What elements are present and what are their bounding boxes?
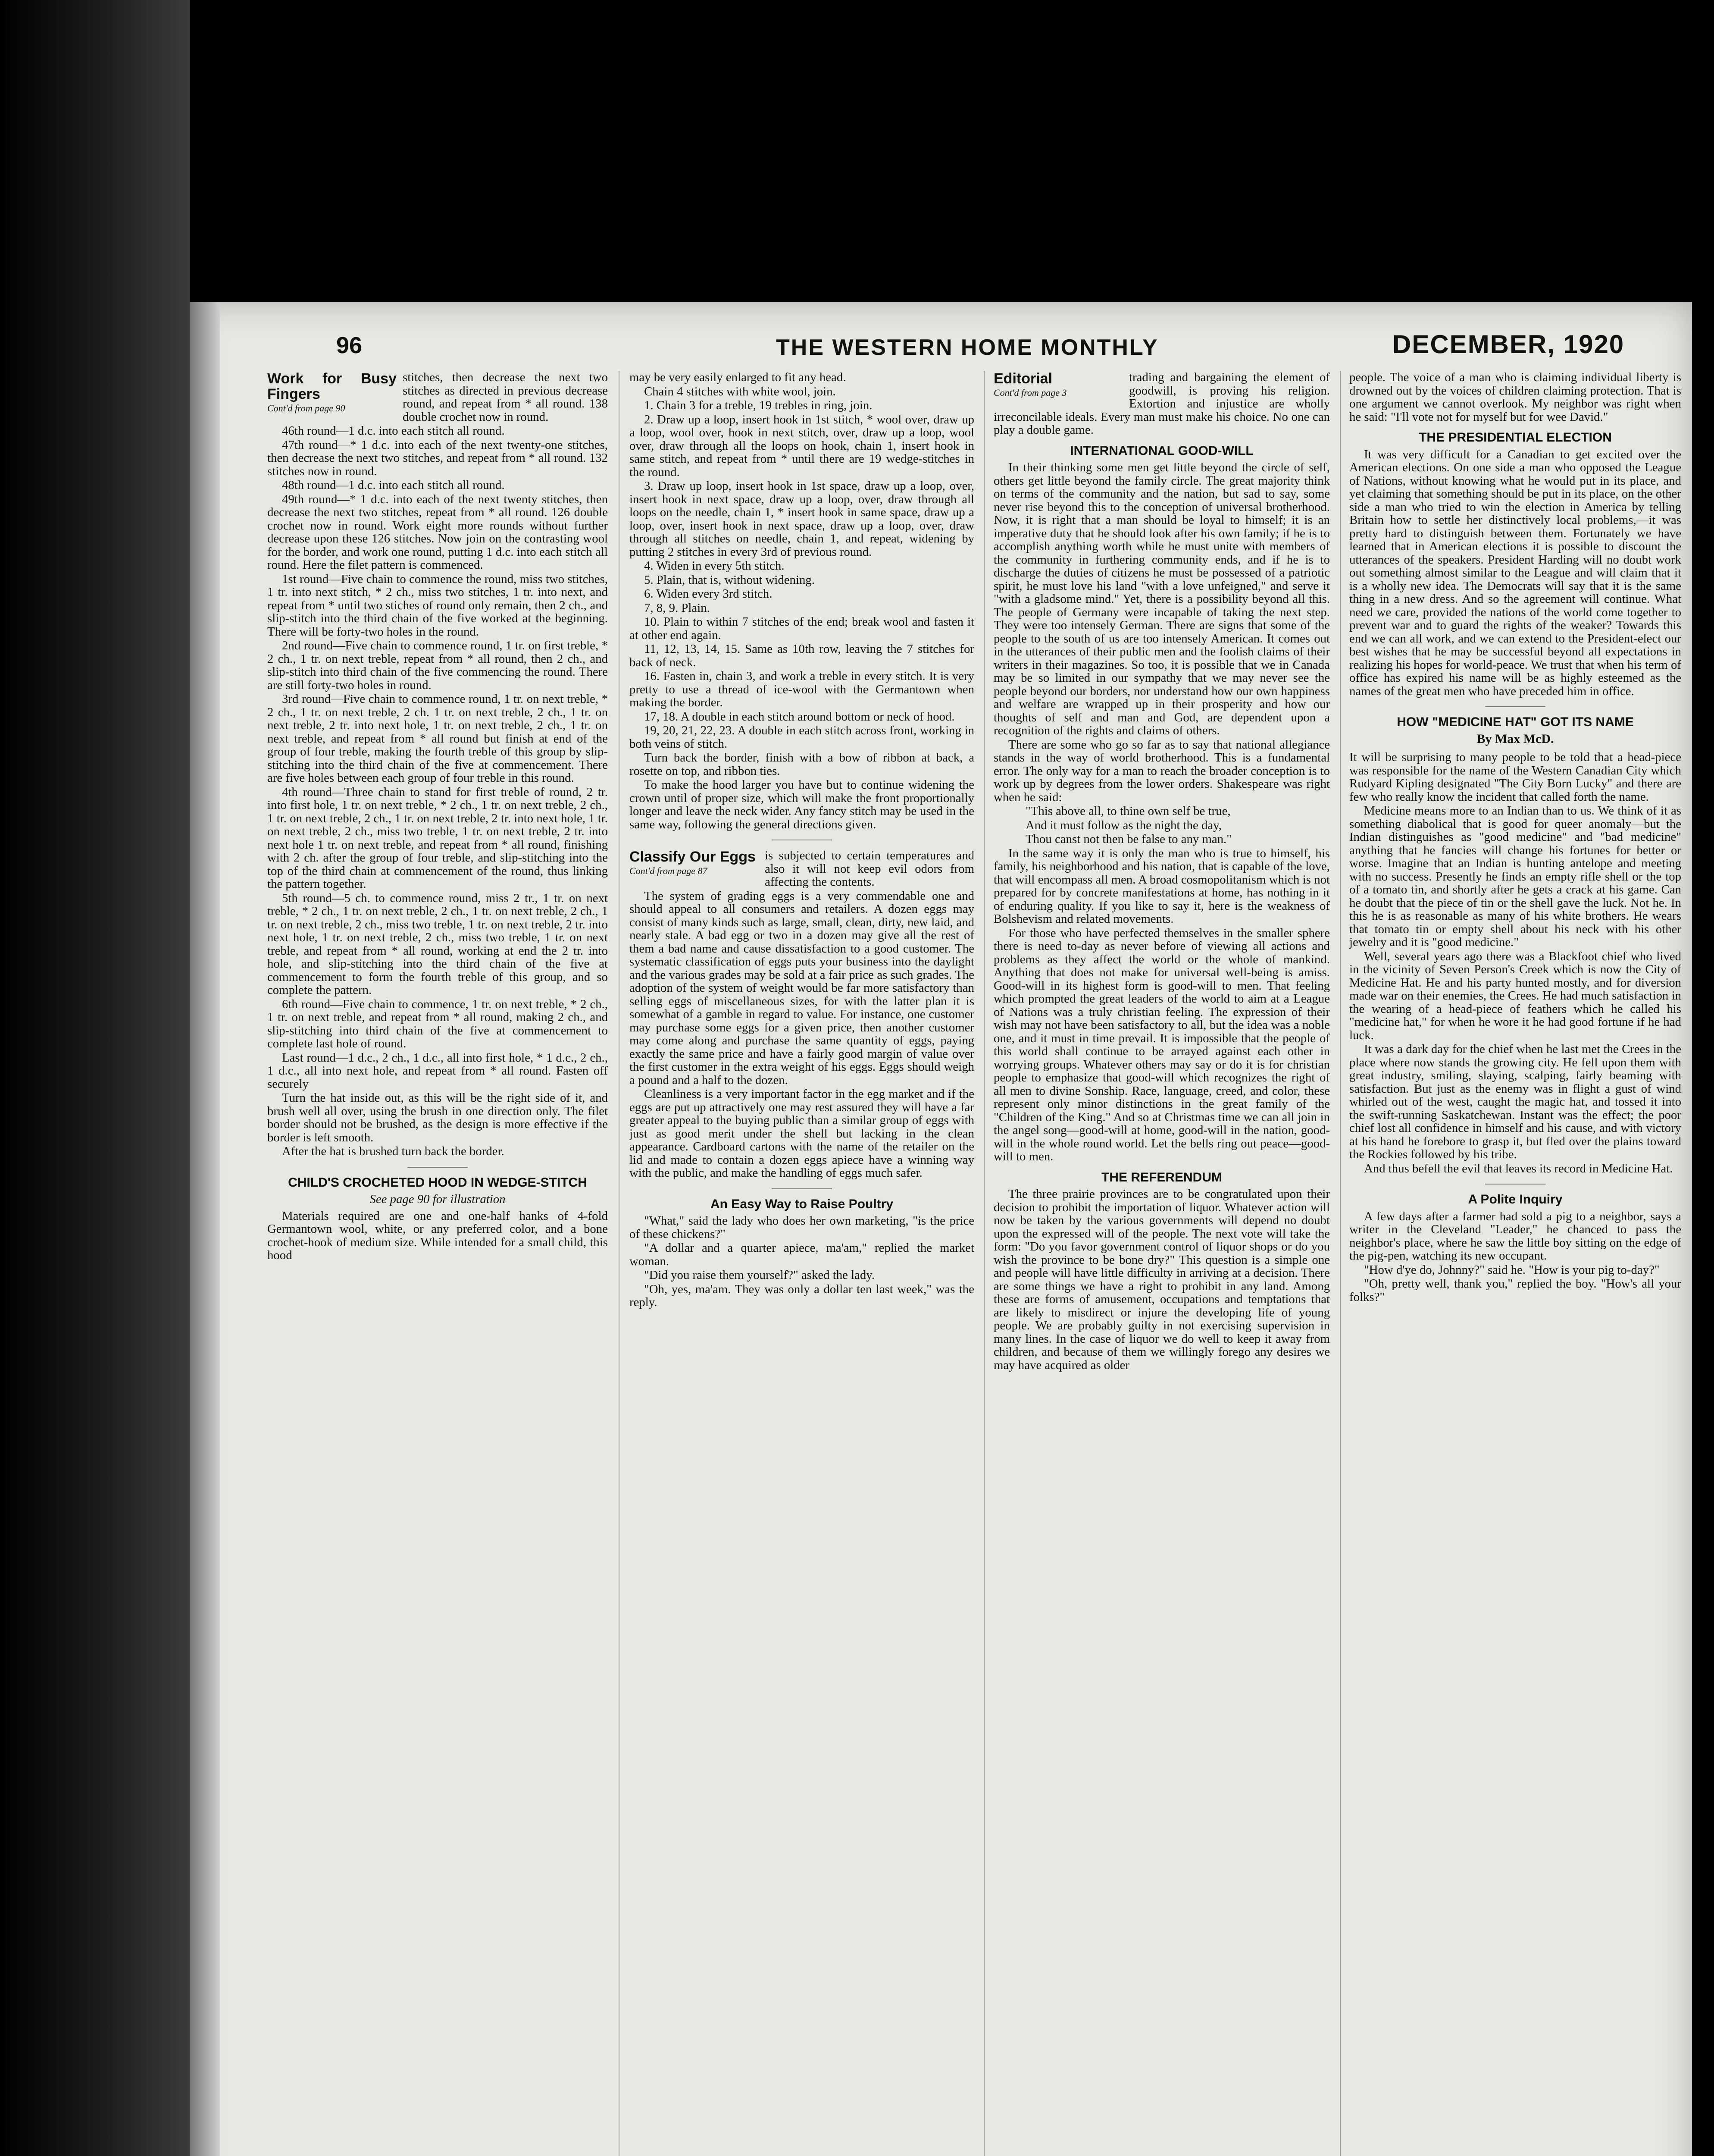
paragraph: trading and bargaining the element of goodwill, is proving his religion. Extortion and injustice are wholly irreconcilable ideals. Every man must make his choice. No one can play a double game. — [994, 371, 1330, 437]
article-heading: INTERNATIONAL GOOD-WILL — [1070, 443, 1254, 458]
paragraph: 46th round—1 d.c. into each stitch all round. — [282, 424, 505, 438]
paragraph: 47th round—* 1 d.c. into each of the next twenty-one stitches, then decrease the next two stitches, and repeat from * all round. 132 stitches now in round. — [267, 438, 608, 478]
paragraph: "Did you raise them yourself?" asked the lady. — [644, 1268, 875, 1282]
article-heading: THE REFERENDUM — [1101, 1170, 1222, 1185]
paragraph: 1st round—Five chain to commence the round, miss two stitches, 1 tr. into next stitch, * 2 ch., miss two stitches, 1 tr. into next, and repeat from * until two stiches of round only remain, then 2 ch., and slip-stitch into the third chain of the five worked at the beginning. There will be forty-two holes in the round. — [267, 572, 608, 639]
paragraph: 4. Widen in every 5th stitch. — [644, 559, 785, 573]
paragraph: 1. Chain 3 for a treble, 19 trebles in ring, join. — [644, 398, 873, 412]
paragraph: 3. Draw up loop, insert hook in 1st space, draw up a loop, over, insert hook in next space, draw up a loop, over, draw through all loops on the needle, chain 1, * insert hook in same space, draw up a loop, over, insert hook in next space, draw up a loop, over, draw through all stitches on needle, chain 1, and repeat, widening by putting 2 stitches in every 3rd of previous round. — [629, 479, 974, 559]
paragraph: It was a dark day for the chief when he last met the Crees in the place where now stands the growing city. He fell upon them with great industry, smiling, slaying, scalping, fairly beaming with satisfaction. But just as the enemy was in flight a gust of wind whirled out of the west, caught the magic hat, and tossed it into the swift-running Saskatchewan. Instant was the effect; the poor chief lost all confidence in himself and his cause, and with victory at his hand he forebore to grasp it, but fled over the plains toward the Rockies followed by his tribe. — [1349, 1042, 1681, 1161]
binding-shadow — [0, 0, 190, 2156]
paragraph: There are some who go so far as to say that national allegiance stands in the way of world brotherhood. This is a fundamental error. The only way for a man to reach the broader conception is to work up by degrees from the lower orders. Shakespeare was right when he said: — [994, 737, 1330, 804]
continued-note: Cont'd from page 90 — [267, 403, 345, 414]
paragraph: "What," said the lady who does her own marketing, "is the price of these chickens?" — [629, 1214, 974, 1241]
column-4 — [1349, 371, 1681, 2156]
paragraph: Last round—1 d.c., 2 ch., 1 d.c., all into first hole, * 1 d.c., 2 ch., 1 d.c., all into next hole, and repeat from * all round. Fasten off securely — [267, 1050, 608, 1091]
verse-line: "This above all, to thine own self be true, — [1026, 804, 1231, 818]
paragraph: 49th round—* 1 d.c. into each of the next twenty stitches, then decrease the next two stitches, repeat from * all round. 126 double crochet now in round. Work eight more rounds without further decrease upon these 126 stitches. Now join on the contrasting wool for the border, and work one round, putting 1 d.c. into each stitch all round. Here the filet pattern is commenced. — [267, 492, 608, 572]
paragraph: 3rd round—Five chain to commence round, 1 tr. on next treble, * 2 ch., 1 tr. on next treble, 2 ch. 1 tr. on next treble, 2 ch., 1 tr. on next treble, 2 tr. into next hole, 1 tr. on next treble, 2 ch., 1 tr. on next treble, and repeat from * all round but finish at end of the group of four treble, making the fourth treble of this group by slip-stitching into the third chain of the five at commencement. There are five holes between each group of four treble in this round. — [267, 692, 608, 785]
section-heading-block — [994, 371, 1123, 402]
issue-date: DECEMBER, 1920 — [1392, 330, 1625, 359]
paragraph: stitches, then decrease the next two stitches as directed in previous decrease round, and repeat from * all round. 138 double crochet now in round. — [403, 371, 608, 424]
article-heading: An Easy Way to Raise Poultry — [710, 1197, 893, 1211]
paragraph: people. The voice of a man who is claiming individual liberty is drowned out by the voices of children claiming protection. That is one argument we cannot overlook. My neighbor was right when he said: "I'll vote not for myself but for wee David." — [1349, 371, 1681, 424]
divider — [772, 1188, 832, 1189]
paragraph: Well, several years ago there was a Blackfoot chief who lived in the vicinity of Seven Person's Creek which is now the City of Medicine Hat. He and his party hunted mostly, and for diversion made war on their enemies, the Crees. He had much satisfaction in the wearing of a head-piece of feathers which he called his "medicine hat," for when he wore it he had good fortune if he had luck. — [1349, 949, 1681, 1042]
paragraph: Materials required are one and one-half hanks of 4-fold Germantown wool, white, or any preferred color, and a bone crochet-hook of medium size. While intended for a small child, this hood — [267, 1209, 608, 1262]
divider — [1485, 1184, 1545, 1185]
paragraph: 48th round—1 d.c. into each stitch all round. — [282, 478, 505, 492]
article-heading: HOW "MEDICINE HAT" GOT ITS NAME — [1397, 715, 1634, 729]
paragraph: Cleanliness is a very important factor in the egg market and if the eggs are put up attractively one may rest assured they will have a far greater appeal to the buying public than a similar group of eggs with just as good merit under the shell but lacking in the clean appearance. Cardboard cartons with the name of the retailer on the lid and made to contain a dozen eggs apiece have a winning way with the public, and make the handling of eggs much safer. — [629, 1087, 974, 1180]
paragraph: Turn the hat inside out, as this will be the right side of it, and brush well all over, using the brush in one direction only. The filet border should not be brushed, as the design is more effective if the border is left smooth. — [267, 1091, 608, 1144]
continued-note: Cont'd from page 3 — [994, 387, 1067, 398]
section-heading-block — [629, 849, 759, 881]
section-heading: Classify Our Eggs — [629, 849, 756, 865]
divider — [407, 1167, 468, 1168]
paragraph: And thus befell the evil that leaves its record in Medicine Hat. — [1364, 1161, 1673, 1175]
paragraph: It will be surprising to many people to be told that a head-piece was responsible for the name of the Western Canadian City which Rudyard Kipling designated "The City Born Lucky" and there are few who really know the incident that called forth the name. — [1349, 750, 1681, 804]
paragraph: "Oh, pretty well, thank you," replied the boy. "How's all your folks?" — [1349, 1277, 1681, 1304]
paragraph: 19, 20, 21, 22, 23. A double in each stitch across front, working in both veins of stitch. — [629, 724, 974, 751]
paragraph: may be very easily enlarged to fit any head. — [629, 371, 846, 384]
article-heading: CHILD'S CROCHETED HOOD IN WEDGE-STITCH — [288, 1175, 587, 1190]
paragraph: 16. Fasten in, chain 3, and work a treble in every stitch. It is very pretty to use a thread of ice-wool with the Germantown when making the border. — [629, 669, 974, 709]
paragraph: 11, 12, 13, 14, 15. Same as 10th row, leaving the 7 stitches for back of neck. — [629, 642, 974, 669]
paragraph: It was very difficult for a Canadian to get excited over the American elections. On one side a man who opposed the League of Nations, without knowing what he would put in its place, and yet claiming that something should be put in its place, on the other side a man who tried to win the election in America by telling Britain how to settle her distinctively local problems,—it was pretty hard to distinguish between them. Fortunately we have learned that in American elections it is possible to discount the utterances of the speakers. President Harding will no doubt work out something almost similar to the League and will claim that it is a wholly new idea. The Democrats will say that it is the same thing in a new dress. And so the agreement will continue. What need we care, provided the nations of the world come together to prevent war and to guard the rights of the weaker? Towards this end we can all work, and we can extend to the President-elect our best wishes that he may be successful beyond all expectations in realizing his hopes for world-peace. We trust that when his term of office has expired his name will be as highly esteemed as the names of the great men who have preceded him in office. — [1349, 447, 1681, 698]
column-rule — [984, 371, 985, 2156]
byline: By Max McD. — [1476, 731, 1554, 746]
column-1 — [267, 371, 608, 2156]
paragraph: The system of grading eggs is a very commendable one and should appeal to all consumers and retailers. A dozen eggs may consist of many kinds such as large, small, clean, dirty, new laid, and nearly stale. A bad egg or two in a dozen may give all the rest of them a bad name and cause dissatisfaction to a good customer. The systematic classification of eggs puts your business into the daylight and the various grades may be sold at a fair price as such grades. The adoption of the system of weight would be far more satisfactory than selling eggs of miscellaneous sizes, for with the latter plan it is somewhat of a gamble in regard to value. For instance, one customer may purchase some eggs for a given price, then another customer may come along and purchase the same quantity of eggs, paying exactly the same price and have a fairly good margin of value over the first customer in the extra weight of his eggs. Eggs should weigh a pound and a half to the dozen. — [629, 889, 974, 1087]
paragraph: 17, 18. A double in each stitch around bottom or neck of hood. — [644, 709, 955, 724]
section-heading: Editorial — [994, 371, 1053, 387]
paragraph: Chain 4 stitches with white wool, join. — [644, 384, 836, 398]
paragraph: In their thinking some men get little beyond the circle of self, others get little beyond the family circle. The great majority think on terms of the community and the nation, but sad to say, some never rise beyond this to the conception of universal brotherhood. Now, it is right that a man should be loyal to himself; it is an imperative duty that he should look after his own family; if he is to accomplish anything worth while he must unite with members of the community in furthering community ends, and if he is to discharge the duties of citizens he must be possessed of a patriotic spirit, he must love his land "with a love unfeigned," and serve it "with a gladsome mind." Yet, there is a possibility beyond all this. The people of Germany were incapable of taking the next step. They were too intensely German. There are signs that some of the people to the south of us are too intensely American. It comes out in the utterances of their public men and the foolish claims of their writers in their magazines. So too, it is possible that we in Canada may be so limited in our sympathy that we may never see the people beyond our borders, nor understand how our own happiness and welfare are wrapped up in their prosperity and how our thoughts of self and man and God, are dependent upon a recognition of the rights and claims of others. — [994, 461, 1330, 737]
paragraph: "Oh, yes, ma'am. They was only a dollar ten last week," was the reply. — [629, 1282, 974, 1309]
verse-line: And it must follow as the night the day, — [1026, 818, 1222, 832]
paragraph: 2. Draw up a loop, insert hook in 1st stitch, * wool over, draw up a loop, wool over, hook in next stitch, over, draw up a loop, wool over, draw through all the loops on hook, chain 1, insert hook in same stitch, and repeat from * until there are 19 wedge-stitches in the round. — [629, 412, 974, 479]
paragraph: A few days after a farmer had sold a pig to a neighbor, says a writer in the Cleveland "Leader," he chanced to pass the neighbor's place, where he saw the little boy sitting on the edge of the pig-pen, watching its new occupant. — [1349, 1209, 1681, 1263]
paragraph: 2nd round—Five chain to commence round, 1 tr. on first treble, * 2 ch., 1 tr. on next treble, repeat from * all round, then 2 ch., and slip-stitch into third chain of the five commencing the round. There are still forty-two holes in round. — [267, 639, 608, 692]
paragraph: 4th round—Three chain to stand for first treble of round, 2 tr. into first hole, 1 tr. on next treble, * 2 ch., 1 tr. on next treble, 2 ch., 1 tr. on next treble, 2 ch., 1 tr. on next treble, 2 tr. into next hole, 1 tr. on next treble, 2 ch., miss two treble, 1 tr. on next treble, 2 tr. into next hole 1 tr. on next treble, and repeat from * all round, finishing with 2 ch. after the group of four treble, and slip-stitching into the top of the third chain at commencement of the round, thus linking the pattern together. — [267, 785, 608, 891]
page-edge — [190, 302, 220, 2156]
magazine-page — [190, 302, 1692, 2156]
paragraph: Turn back the border, finish with a bow of ribbon at back, a rosette on top, and ribbon ties. — [629, 751, 974, 778]
illustration-note: See page 90 for illustration — [369, 1192, 506, 1206]
column-2 — [629, 371, 974, 2156]
paragraph: 5. Plain, that is, without widening. — [644, 573, 815, 587]
verse-line: Thou canst not then be false to any man." — [1026, 832, 1232, 846]
paragraph: "A dollar and a quarter apiece, ma'am," replied the market woman. — [629, 1241, 974, 1268]
paragraph: To make the hood larger you have but to continue widening the crown until of proper size, which will make the front proportionally longer and leave the neck wider. Any fancy stitch may be used in the same way, following the general directions given. — [629, 778, 974, 831]
paragraph: 5th round—5 ch. to commence round, miss 2 tr., 1 tr. on next treble, * 2 ch., 1 tr. on next treble, 2 ch., 1 tr. on next treble, 2 ch., 1 tr. on next treble, 2 ch., miss two treble, 1 tr. on next treble, 2 tr. into next hole, 1 tr. on next treble, 2 ch., miss two treble, 1 tr. on next treble, and repeat from * all round, working at end the 2 tr. into hole, and slip-stitching into the third chain of the five at commencement to form the fourth treble of this group, and so complete the pattern. — [267, 891, 608, 997]
paragraph: After the hat is brushed turn back the border. — [282, 1144, 504, 1158]
paragraph: 7, 8, 9. Plain. — [644, 601, 710, 615]
paragraph: Medicine means more to an Indian than to us. We think of it as something diabolical that is good for queer anomaly—but the Indian distinguishes as "good medicine" and "bad medicine" anything that he fancies will change his fortunes for better or worse. Imagine that an Indian is hunting antelope and meeting with no success. Presently he finds an empty rifle shell or the top of a tomato tin, and shortly after he gets a crack at his game. Can he doubt that the piece of tin or the shell gave the luck. Not he. In this he is as reasonable as many of his white brothers. He wears that tomato tin or empty shell about his neck with his other jewelry and it is "good medicine." — [1349, 804, 1681, 949]
article-heading: THE PRESIDENTIAL ELECTION — [1419, 430, 1612, 445]
column-rule — [1340, 371, 1341, 2156]
column-3 — [994, 371, 1330, 2156]
page-number: 96 — [336, 332, 363, 358]
section-heading-block — [267, 371, 397, 418]
paragraph: In the same way it is only the man who is true to himself, his family, his neighborhood and his nation, that is capable of the love, that will encompass all men. A broad cosmopolitanism which is not prepared for by concrete manifestations at home, has nothing in it of enduring quality. If you like to say it, here is the weakness of Bolshevism and related movements. — [994, 846, 1330, 926]
paragraph: 6th round—Five chain to commence, 1 tr. on next treble, * 2 ch., 1 tr. on next treble, and repeat from * all round, making 2 ch., and slip-stitching into third chain of the five at commencement to complete last hole of round. — [267, 997, 608, 1050]
article-heading: A Polite Inquiry — [1468, 1192, 1563, 1206]
paragraph: The three prairie provinces are to be congratulated upon their decision to prohibit the importation of liquor. Whatever action will now be taken by the various governments will depend no doubt upon the expressed will of the people. The next vote will take the form: "Do you favor government control of liquor shops or do you wish the province to be bone dry?" This question is a simple one and people will have little difficulty in arriving at a decision. There are some things we have a right to prohibit in any land. Among these are forms of amusement, occupations and temptations that are likely to misdirect or injure the developing life of young people. We are probably guilty in not exercising supervision in many lines. In the case of liquor we do well to keep it away from children, and because of them we willingly forego any desires we may have acquired as older — [994, 1187, 1330, 1372]
section-heading: Work for Busy Fingers — [267, 371, 397, 402]
paragraph: "How d'ye do, Johnny?" said he. "How is your pig to-day?" — [1364, 1263, 1660, 1277]
magazine-title: THE WESTERN HOME MONTHLY — [776, 335, 1159, 360]
paragraph: 10. Plain to within 7 stitches of the end; break wool and fasten it at other end again. — [629, 615, 974, 642]
paragraph: For those who have perfected themselves in the smaller sphere there is need to-day as never before of viewing all actions and problems as they affect the world or the whole of mankind. Anything that does not make for universal well-being is amiss. Good-will in its highest form is good-will to men. That feeling which prompted the great leaders of the world to aim at a League of Nations was a truly christian feeling. The expression of their wish may not have been satisfactory to all, but the idea was a noble one, and it must in time prevail. It is impossible that the people of this world shall continue to be arrayed against each other in worrying groups. Whatever others may say or do it is for christian people to emphasize that good-will which recognizes the right of all men to divine Sonship. Race, language, creed, and color, these represent only minor distinctions in the great family of the "Children of the King." And so at Christmas time we can all join in the angel song—good-will at home, good-will in the nation, good-will in the whole round world. Let the bells ring out peace—good-will to men. — [994, 926, 1330, 1163]
continued-note: Cont'd from page 87 — [629, 865, 707, 876]
divider — [1485, 706, 1545, 707]
paragraph: is subjected to certain temperatures and also it will not keep evil odors from affecting the contents. — [765, 849, 974, 889]
paragraph: 6. Widen every 3rd stitch. — [644, 587, 773, 601]
